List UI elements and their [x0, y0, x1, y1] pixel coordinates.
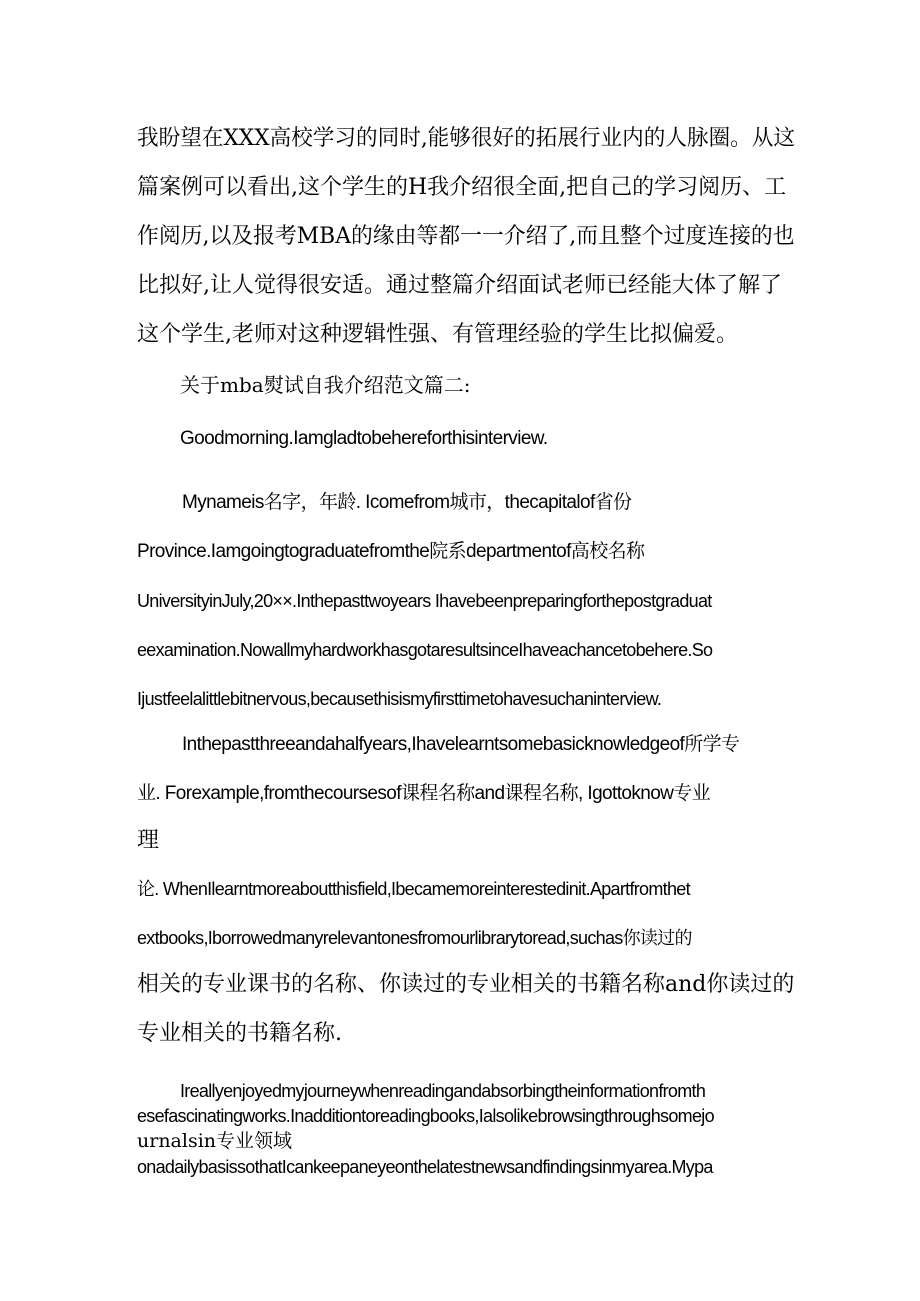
paragraph4-line-2: esefascinatingworks.Inadditiontoreadingbooks,Ialsolikebrowsingthroughsomejo [137, 1106, 714, 1126]
paragraph1-line-1: 我盼望在XXX高校学习的同时,能够很好的拓展行业内的人脉圈。从这 [137, 126, 795, 151]
paragraph4-line-4: onadailybasissothatIcankeepaneyeonthelatestnewsandfindingsinmyarea.Mypa [137, 1157, 713, 1177]
paragraph2-line-2: Province.Iamgoingtograduatefromthe院系departmentof高校名称 [137, 541, 645, 562]
paragraph3-line-1: Inthepastthreeandahalfyears,Ihavelearntsomebasicknowledgeof所学专 [182, 734, 740, 755]
paragraph1-line-4: 比拟好,让人觉得很安适。通过整篇介绍面试老师已经能大体了解了 [137, 273, 782, 298]
paragraph3-line-4: 论. WhenIlearntmoreaboutthisfield,Ibecamemoreinterestedinit.Apartfromthet [137, 879, 690, 899]
paragraph2-line-1: Mynameis名字，年龄. Icomefrom城市，thecapitalof省份 [182, 492, 632, 513]
paragraph2-line-3: UniversityinJuly,20××.Inthepasttwoyears Ihavebeenpreparingforthepostgraduat [137, 591, 712, 611]
paragraph2-line-5: Ijustfeelalittlebitnervous,becausethisismyfirsttimetohavesuchaninterview. [137, 689, 662, 709]
paragraph4-line-1: Ireallyenjoyedmyjourneywhenreadingandabsorbingtheinformationfromth [180, 1081, 706, 1101]
paragraph3-line-2: 业. Forexample,fromthecoursesof课程名称and课程名称, Igottoknow专业 [137, 783, 711, 804]
paragraph4-line-3: urnalsin专业领域 [137, 1130, 293, 1152]
paragraph3-line-6: 相关的专业课书的名称、你读过的专业相关的书籍名称and你读过的 [137, 972, 795, 997]
greeting-line: Goodmorning.Iamgladtobehereforthisinterview. [180, 428, 548, 449]
section-heading: 关于mba熨试自我介绍范文篇二: [180, 373, 471, 397]
paragraph1-line-3: 作阅历,以及报考MBA的缘由等都一一介绍了,而且整个过度连接的也 [137, 224, 795, 249]
paragraph2-line-4: eexamination.NowallmyhardworkhasgotaresultsinceIhaveachancetobehere.So [137, 640, 713, 660]
paragraph1-line-5: 这个学生,老师对这种逻辑性强、有管理经验的学生比拟偏爱。 [137, 322, 738, 347]
paragraph3-line-5: extbooks,Iborrowedmanyrelevantonesfromourlibrarytoread,suchas你读过的 [137, 928, 692, 948]
paragraph1-line-2: 篇案例可以看出,这个学生的H我介绍很全面,把自己的学习阅历、工 [137, 175, 787, 200]
paragraph3-line-7: 专业相关的书籍名称. [137, 1021, 342, 1046]
paragraph3-line-3: 理 [137, 828, 160, 853]
